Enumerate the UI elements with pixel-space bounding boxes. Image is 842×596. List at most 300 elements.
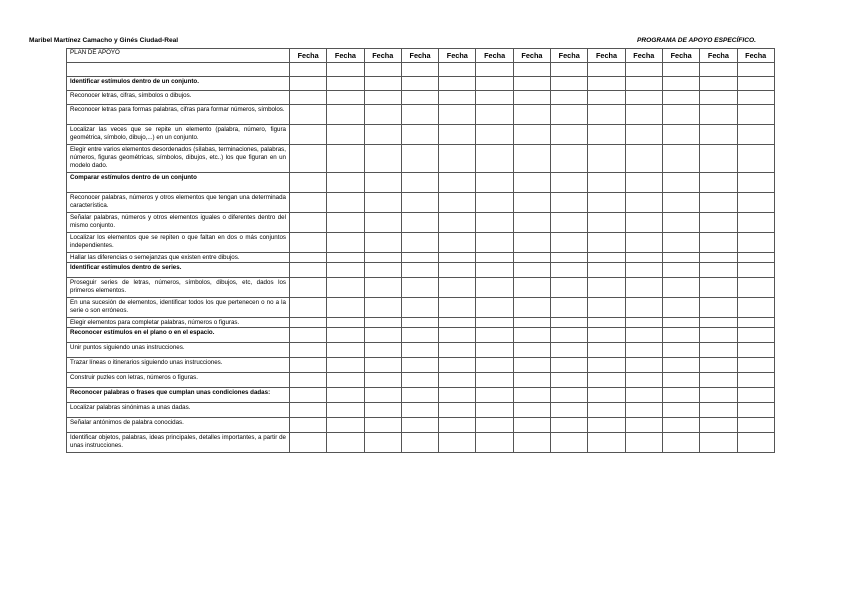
date-cell[interactable] [513, 418, 550, 433]
date-cell[interactable] [662, 63, 699, 77]
date-cell[interactable] [588, 125, 625, 145]
date-cell[interactable] [588, 358, 625, 373]
date-cell[interactable] [401, 433, 438, 453]
date-cell[interactable] [551, 173, 588, 193]
task-row [67, 433, 775, 453]
date-cell[interactable] [551, 278, 588, 298]
date-cell[interactable] [625, 213, 662, 233]
date-cell[interactable] [551, 358, 588, 373]
date-cell[interactable] [662, 278, 699, 298]
date-cell[interactable] [513, 278, 550, 298]
date-cell[interactable] [513, 253, 550, 263]
date-cell[interactable] [513, 63, 550, 77]
date-cell[interactable] [439, 278, 476, 298]
date-cell[interactable] [476, 173, 513, 193]
date-cell[interactable] [327, 125, 364, 145]
date-cell[interactable] [290, 63, 327, 77]
date-cell[interactable] [364, 193, 401, 213]
date-cell[interactable] [401, 388, 438, 403]
date-cell[interactable] [588, 77, 625, 91]
date-cell[interactable] [700, 193, 737, 213]
date-cell[interactable] [513, 213, 550, 233]
date-cell[interactable] [476, 328, 513, 343]
date-cell[interactable] [439, 145, 476, 173]
date-cell[interactable] [588, 373, 625, 388]
date-cell[interactable] [737, 403, 774, 418]
date-cell[interactable] [551, 145, 588, 173]
date-cell[interactable] [439, 388, 476, 403]
date-cell[interactable] [476, 77, 513, 91]
date-cell[interactable] [364, 278, 401, 298]
date-cell[interactable] [625, 233, 662, 253]
date-cell[interactable] [401, 343, 438, 358]
date-cell[interactable] [700, 213, 737, 233]
date-cell[interactable] [364, 358, 401, 373]
date-cell[interactable] [700, 105, 737, 125]
date-cell[interactable] [290, 193, 327, 213]
date-cell[interactable] [662, 403, 699, 418]
date-cell[interactable] [700, 63, 737, 77]
date-cell[interactable] [513, 125, 550, 145]
date-cell[interactable] [662, 418, 699, 433]
date-cell[interactable] [439, 298, 476, 318]
date-cell[interactable] [476, 298, 513, 318]
date-cell[interactable] [662, 318, 699, 328]
date-cell[interactable] [439, 173, 476, 193]
date-cell[interactable] [327, 91, 364, 105]
date-cell[interactable] [327, 388, 364, 403]
date-cell[interactable] [364, 418, 401, 433]
date-cell[interactable] [476, 278, 513, 298]
date-cell[interactable] [327, 233, 364, 253]
date-cell[interactable] [737, 388, 774, 403]
date-cell[interactable] [290, 263, 327, 278]
date-cell[interactable] [625, 173, 662, 193]
date-cell[interactable] [290, 91, 327, 105]
date-cell[interactable] [290, 433, 327, 453]
date-cell[interactable] [625, 63, 662, 77]
date-cell[interactable] [364, 328, 401, 343]
date-cell[interactable] [364, 298, 401, 318]
date-cell[interactable] [513, 358, 550, 373]
date-cell[interactable] [439, 358, 476, 373]
date-cell[interactable] [439, 193, 476, 213]
date-cell[interactable] [662, 253, 699, 263]
date-cell[interactable] [737, 105, 774, 125]
date-cell[interactable] [364, 433, 401, 453]
date-cell[interactable] [439, 105, 476, 125]
date-cell[interactable] [290, 328, 327, 343]
date-cell[interactable] [476, 253, 513, 263]
date-cell[interactable] [401, 63, 438, 77]
date-cell[interactable] [662, 388, 699, 403]
date-cell[interactable] [551, 403, 588, 418]
date-cell[interactable] [476, 263, 513, 278]
date-cell[interactable] [290, 77, 327, 91]
date-cell[interactable] [290, 173, 327, 193]
date-cell[interactable] [364, 233, 401, 253]
date-cell[interactable] [439, 343, 476, 358]
date-cell[interactable] [327, 343, 364, 358]
date-cell[interactable] [737, 433, 774, 453]
date-cell[interactable] [737, 278, 774, 298]
date-cell[interactable] [551, 233, 588, 253]
date-cell[interactable] [476, 418, 513, 433]
date-cell[interactable] [327, 433, 364, 453]
date-cell[interactable] [700, 77, 737, 91]
date-cell[interactable] [401, 418, 438, 433]
date-cell[interactable] [364, 373, 401, 388]
date-cell[interactable] [588, 63, 625, 77]
date-cell[interactable] [327, 193, 364, 213]
date-cell[interactable] [327, 213, 364, 233]
date-cell[interactable] [290, 233, 327, 253]
date-cell[interactable] [401, 403, 438, 418]
date-cell[interactable] [588, 318, 625, 328]
date-cell[interactable] [476, 343, 513, 358]
date-cell[interactable] [401, 145, 438, 173]
date-cell[interactable] [476, 125, 513, 145]
date-cell[interactable] [439, 233, 476, 253]
date-cell[interactable] [364, 145, 401, 173]
date-cell[interactable] [588, 173, 625, 193]
date-cell[interactable] [401, 77, 438, 91]
date-cell[interactable] [625, 125, 662, 145]
date-cell[interactable] [700, 403, 737, 418]
date-cell[interactable] [327, 373, 364, 388]
date-cell[interactable] [401, 328, 438, 343]
date-cell[interactable] [700, 125, 737, 145]
date-cell[interactable] [588, 263, 625, 278]
date-cell[interactable] [439, 403, 476, 418]
date-cell[interactable] [439, 91, 476, 105]
date-cell[interactable] [290, 358, 327, 373]
date-cell[interactable] [513, 328, 550, 343]
date-cell[interactable] [364, 213, 401, 233]
date-cell[interactable] [551, 263, 588, 278]
date-cell[interactable] [737, 91, 774, 105]
date-cell[interactable] [327, 358, 364, 373]
date-cell[interactable] [662, 125, 699, 145]
date-cell[interactable] [364, 105, 401, 125]
date-cell[interactable] [551, 213, 588, 233]
date-cell[interactable] [737, 298, 774, 318]
date-cell[interactable] [290, 213, 327, 233]
date-cell[interactable] [476, 233, 513, 253]
date-cell[interactable] [290, 418, 327, 433]
date-cell[interactable] [551, 193, 588, 213]
date-cell[interactable] [625, 77, 662, 91]
date-cell[interactable] [588, 433, 625, 453]
date-cell[interactable] [737, 358, 774, 373]
date-cell[interactable] [662, 358, 699, 373]
date-cell[interactable] [588, 278, 625, 298]
date-cell[interactable] [439, 433, 476, 453]
date-cell[interactable] [513, 403, 550, 418]
date-cell[interactable] [588, 328, 625, 343]
date-cell[interactable] [737, 318, 774, 328]
date-cell[interactable] [662, 77, 699, 91]
date-cell[interactable] [401, 233, 438, 253]
date-cell[interactable] [364, 253, 401, 263]
date-cell[interactable] [327, 145, 364, 173]
date-cell[interactable] [327, 77, 364, 91]
date-cell[interactable] [364, 388, 401, 403]
date-cell[interactable] [625, 91, 662, 105]
date-cell[interactable] [290, 125, 327, 145]
date-cell[interactable] [290, 318, 327, 328]
date-cell[interactable] [476, 145, 513, 173]
date-cell[interactable] [290, 403, 327, 418]
date-cell[interactable] [551, 343, 588, 358]
date-cell[interactable] [476, 358, 513, 373]
date-cell[interactable] [662, 91, 699, 105]
date-cell[interactable] [625, 105, 662, 125]
date-cell[interactable] [327, 328, 364, 343]
date-cell[interactable] [737, 373, 774, 388]
date-cell[interactable] [513, 173, 550, 193]
date-cell[interactable] [513, 263, 550, 278]
date-cell[interactable] [588, 253, 625, 263]
date-cell[interactable] [700, 233, 737, 253]
date-cell[interactable] [401, 298, 438, 318]
date-cell[interactable] [513, 105, 550, 125]
date-cell[interactable] [364, 343, 401, 358]
date-cell[interactable] [737, 125, 774, 145]
date-cell[interactable] [662, 298, 699, 318]
date-cell[interactable] [625, 318, 662, 328]
date-cell[interactable] [290, 105, 327, 125]
date-cell[interactable] [364, 91, 401, 105]
date-cell[interactable] [513, 373, 550, 388]
date-cell[interactable] [364, 318, 401, 328]
date-cell[interactable] [290, 253, 327, 263]
date-cell[interactable] [662, 173, 699, 193]
date-cell[interactable] [700, 253, 737, 263]
date-cell[interactable] [700, 343, 737, 358]
date-cell[interactable] [439, 328, 476, 343]
date-cell[interactable] [364, 403, 401, 418]
date-cell[interactable] [625, 418, 662, 433]
date-cell[interactable] [401, 125, 438, 145]
date-cell[interactable] [290, 343, 327, 358]
date-cell[interactable] [737, 263, 774, 278]
date-cell[interactable] [439, 63, 476, 77]
date-cell[interactable] [737, 253, 774, 263]
date-cell[interactable] [662, 263, 699, 278]
date-cell[interactable] [551, 433, 588, 453]
date-cell[interactable] [551, 388, 588, 403]
date-cell[interactable] [401, 318, 438, 328]
date-cell[interactable] [700, 318, 737, 328]
date-cell[interactable] [737, 328, 774, 343]
date-cell[interactable] [327, 418, 364, 433]
date-cell[interactable] [625, 433, 662, 453]
date-cell[interactable] [401, 253, 438, 263]
date-cell[interactable] [513, 233, 550, 253]
date-cell[interactable] [700, 91, 737, 105]
date-cell[interactable] [476, 105, 513, 125]
date-cell[interactable] [513, 388, 550, 403]
date-cell[interactable] [551, 373, 588, 388]
date-cell[interactable] [588, 105, 625, 125]
date-cell[interactable] [737, 213, 774, 233]
date-cell[interactable] [662, 193, 699, 213]
date-cell[interactable] [625, 278, 662, 298]
date-cell[interactable] [551, 91, 588, 105]
date-cell[interactable] [625, 328, 662, 343]
date-cell[interactable] [700, 358, 737, 373]
date-cell[interactable] [401, 213, 438, 233]
date-cell[interactable] [364, 173, 401, 193]
date-cell[interactable] [401, 91, 438, 105]
date-cell[interactable] [327, 403, 364, 418]
date-cell[interactable] [700, 388, 737, 403]
date-cell[interactable] [737, 63, 774, 77]
date-cell[interactable] [327, 278, 364, 298]
date-cell[interactable] [513, 77, 550, 91]
date-cell[interactable] [625, 263, 662, 278]
date-cell[interactable] [476, 193, 513, 213]
date-cell[interactable] [700, 298, 737, 318]
date-cell[interactable] [327, 173, 364, 193]
date-cell[interactable] [327, 318, 364, 328]
date-cell[interactable] [476, 373, 513, 388]
date-cell[interactable] [513, 298, 550, 318]
date-cell[interactable] [700, 418, 737, 433]
date-cell[interactable] [364, 125, 401, 145]
date-cell[interactable] [551, 328, 588, 343]
date-cell[interactable] [476, 388, 513, 403]
date-cell[interactable] [662, 233, 699, 253]
date-cell[interactable] [476, 213, 513, 233]
date-cell[interactable] [588, 233, 625, 253]
date-cell[interactable] [625, 145, 662, 173]
date-cell[interactable] [513, 145, 550, 173]
date-cell[interactable] [513, 343, 550, 358]
date-cell[interactable] [625, 343, 662, 358]
date-cell[interactable] [476, 433, 513, 453]
date-cell[interactable] [439, 263, 476, 278]
date-cell[interactable] [327, 105, 364, 125]
date-cell[interactable] [625, 403, 662, 418]
date-cell[interactable] [551, 63, 588, 77]
date-cell[interactable] [327, 63, 364, 77]
date-cell[interactable] [439, 77, 476, 91]
date-cell[interactable] [588, 91, 625, 105]
date-cell[interactable] [662, 433, 699, 453]
date-cell[interactable] [439, 253, 476, 263]
date-cell[interactable] [476, 91, 513, 105]
date-cell[interactable] [551, 77, 588, 91]
date-cell[interactable] [737, 145, 774, 173]
date-cell[interactable] [513, 193, 550, 213]
date-cell[interactable] [662, 373, 699, 388]
date-cell[interactable] [439, 213, 476, 233]
date-cell[interactable] [737, 418, 774, 433]
date-cell[interactable] [401, 263, 438, 278]
date-cell[interactable] [551, 253, 588, 263]
date-cell[interactable] [401, 105, 438, 125]
date-cell[interactable] [625, 193, 662, 213]
date-cell[interactable] [662, 145, 699, 173]
date-cell[interactable] [588, 388, 625, 403]
date-cell[interactable] [439, 318, 476, 328]
date-cell[interactable] [700, 373, 737, 388]
date-cell[interactable] [588, 145, 625, 173]
date-cell[interactable] [327, 253, 364, 263]
date-cell[interactable] [737, 193, 774, 213]
date-cell[interactable] [551, 298, 588, 318]
date-cell[interactable] [290, 145, 327, 173]
date-cell[interactable] [476, 403, 513, 418]
date-cell[interactable] [439, 125, 476, 145]
date-cell[interactable] [625, 388, 662, 403]
date-cell[interactable] [364, 63, 401, 77]
date-cell[interactable] [476, 318, 513, 328]
date-cell[interactable] [737, 343, 774, 358]
date-cell[interactable] [364, 77, 401, 91]
date-cell[interactable] [662, 328, 699, 343]
date-cell[interactable] [513, 433, 550, 453]
date-cell[interactable] [327, 263, 364, 278]
date-cell[interactable] [588, 403, 625, 418]
date-cell[interactable] [364, 263, 401, 278]
date-cell[interactable] [700, 278, 737, 298]
date-cell[interactable] [700, 328, 737, 343]
date-cell[interactable] [476, 63, 513, 77]
date-cell[interactable] [662, 213, 699, 233]
date-cell[interactable] [290, 298, 327, 318]
date-cell[interactable] [551, 418, 588, 433]
date-cell[interactable] [625, 373, 662, 388]
date-cell[interactable] [588, 213, 625, 233]
date-cell[interactable] [737, 173, 774, 193]
date-cell[interactable] [588, 418, 625, 433]
date-cell[interactable] [439, 418, 476, 433]
date-cell[interactable] [290, 278, 327, 298]
date-cell[interactable] [700, 433, 737, 453]
date-cell[interactable] [513, 318, 550, 328]
date-cell[interactable] [439, 373, 476, 388]
date-cell[interactable] [513, 91, 550, 105]
date-cell[interactable] [737, 233, 774, 253]
date-cell[interactable] [625, 358, 662, 373]
date-cell[interactable] [551, 318, 588, 328]
date-cell[interactable] [290, 373, 327, 388]
date-cell[interactable] [401, 278, 438, 298]
date-cell[interactable] [401, 193, 438, 213]
date-cell[interactable] [401, 373, 438, 388]
date-cell[interactable] [625, 298, 662, 318]
date-cell[interactable] [737, 77, 774, 91]
date-cell[interactable] [327, 298, 364, 318]
date-cell[interactable] [625, 253, 662, 263]
date-cell[interactable] [588, 343, 625, 358]
date-cell[interactable] [551, 125, 588, 145]
date-cell[interactable] [290, 388, 327, 403]
date-cell[interactable] [401, 358, 438, 373]
date-cell[interactable] [662, 343, 699, 358]
date-cell[interactable] [700, 263, 737, 278]
date-cell[interactable] [401, 173, 438, 193]
date-cell[interactable] [700, 145, 737, 173]
date-cell[interactable] [588, 298, 625, 318]
date-cell[interactable] [551, 105, 588, 125]
date-cell[interactable] [700, 173, 737, 193]
date-cell[interactable] [662, 105, 699, 125]
date-cell[interactable] [588, 193, 625, 213]
